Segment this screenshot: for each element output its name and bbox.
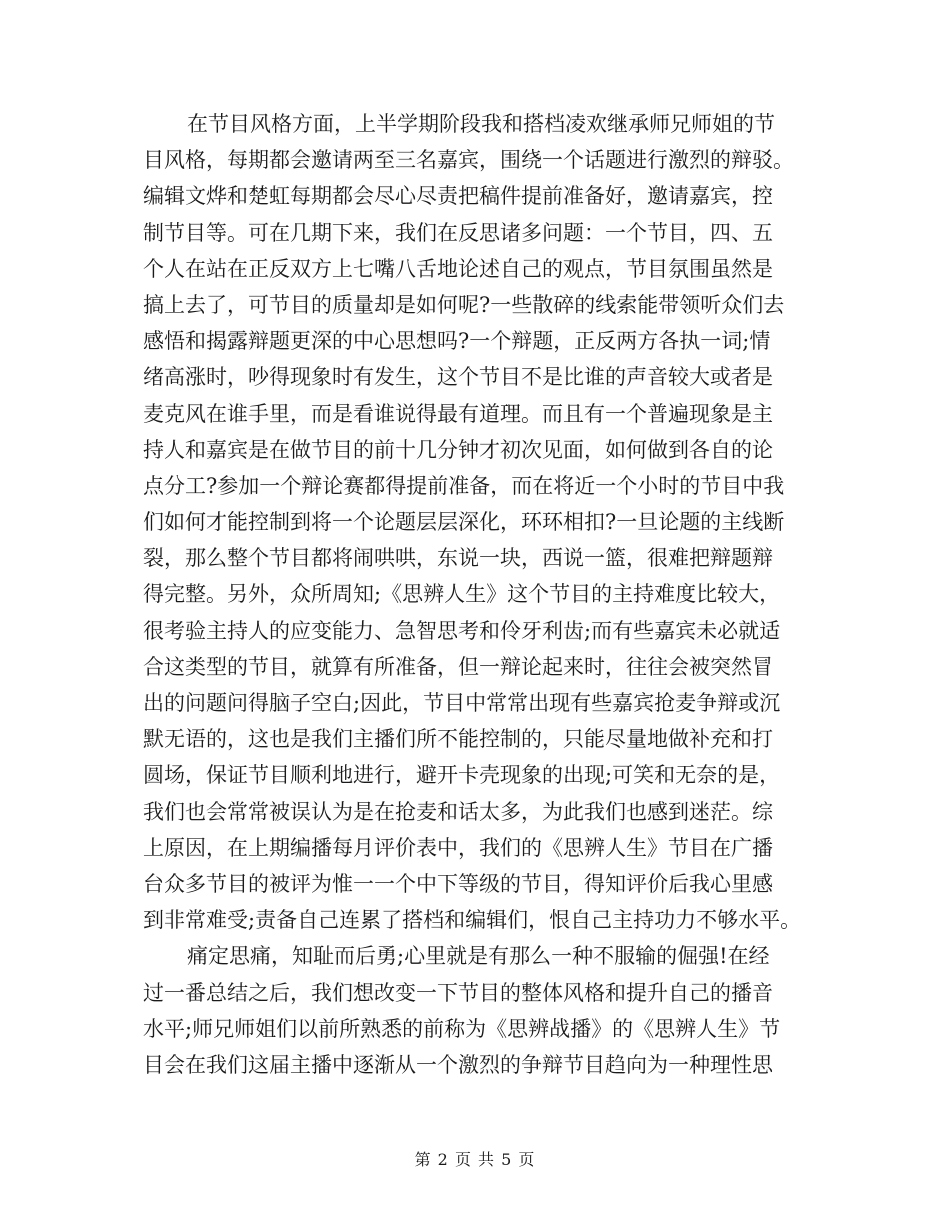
text-line: 到非常难受;责备自己连累了搭档和编辑们，恨自己主持功力不够水平。 bbox=[143, 908, 802, 933]
text-line: 个人在站在正反双方上七嘴八舌地论述自己的观点，节目氛围虽然是 bbox=[143, 256, 773, 281]
text-line: 默无语的，这也是我们主播们所不能控制的，只能尽量地做补充和打 bbox=[143, 727, 773, 752]
text-line: 编辑文烨和楚虹每期都会尽心尽责把稿件提前准备好，邀请嘉宾，控 bbox=[143, 184, 773, 209]
text-line: 目风格，每期都会邀请两至三名嘉宾，围绕一个话题进行激烈的辩驳。 bbox=[143, 148, 794, 173]
text-line: 在节目风格方面，上半学期阶段我和搭档凌欢继承师兄师姐的节 bbox=[187, 112, 775, 136]
text-line: 目会在我们这届主播中逐渐从一个激烈的争辩节目趋向为一种理性思 bbox=[143, 1052, 773, 1077]
body-text bbox=[143, 106, 823, 1083]
text-line: 得完整。另外，众所周知;《思辨人生》这个节目的主持难度比较大， bbox=[143, 582, 781, 607]
text-line: 们如何才能控制到将一个论题层层深化，环环相扣?一旦论题的主线断 bbox=[143, 510, 785, 535]
text-line: 过一番总结之后，我们想改变一下节目的整体风格和提升自己的播音 bbox=[143, 980, 773, 1005]
text-line: 圆场，保证节目顺利地进行，避开卡壳现象的出现;可笑和无奈的是， bbox=[143, 763, 781, 788]
text-line: 台众多节目的被评为惟一一个中下等级的节目，得知评价后我心里感 bbox=[143, 871, 773, 896]
text-line: 上原因，在上期编播每月评价表中，我们的《思辨人生》节目在广播 bbox=[143, 835, 773, 860]
text-line: 感悟和揭露辩题更深的中心思想吗?一个辩题，正反两方各执一词;情 bbox=[143, 329, 771, 354]
text-line: 很考验主持人的应变能力、急智思考和伶牙利齿;而有些嘉宾未必就适 bbox=[143, 618, 781, 643]
text-line: 水平;师兄师姐们以前所熟悉的前称为《思辨战播》的《思辨人生》节 bbox=[143, 1016, 781, 1041]
page-number-footer: 第 2 页 共 5 页 bbox=[414, 1150, 536, 1169]
text-line: 制节目等。可在几期下来，我们在反思诸多问题：一个节目，四、五 bbox=[143, 220, 773, 245]
text-line: 合这类型的节目，就算有所准备，但一辩论起来时，往往会被突然冒 bbox=[143, 654, 773, 679]
text-line: 搞上去了，可节目的质量却是如何呢?一些散碎的线索能带领听众们去 bbox=[143, 292, 785, 317]
text-line: 点分工?参加一个辩论赛都得提前准备，而在将近一个小时的节目中我 bbox=[143, 473, 785, 498]
text-line: 持人和嘉宾是在做节目的前十几分钟才初次见面，如何做到各自的论 bbox=[143, 437, 773, 462]
text-line: 出的问题问得脑子空白;因此，节目中常常出现有些嘉宾抢麦争辩或沉 bbox=[143, 691, 781, 715]
text-line: 我们也会常常被误认为是在抢麦和话太多，为此我们也感到迷茫。综 bbox=[143, 799, 773, 824]
text-line: 痛定思痛，知耻而后勇;心里就是有那么一种不服输的倔强!在经 bbox=[187, 944, 770, 969]
text-line: 裂，那么整个节目都将闹哄哄，东说一块，西说一篮，很难把辩题辩 bbox=[143, 546, 773, 571]
text-line: 绪高涨时，吵得现象时有发生，这个节目不是比谁的声音较大或者是 bbox=[143, 365, 773, 390]
text-line: 麦克风在谁手里，而是看谁说得最有道理。而且有一个普遍现象是主 bbox=[143, 401, 773, 426]
